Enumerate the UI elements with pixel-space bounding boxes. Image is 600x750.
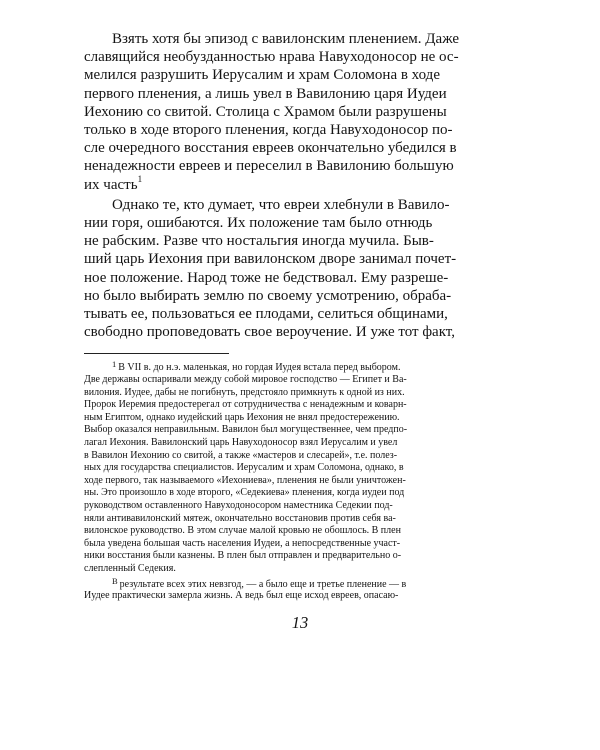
text-line: сле очередного восстания евреев окончательно убедился в: [84, 140, 457, 157]
text-line: мелился разрушить Иерусалим и храм Соломона в ходе: [84, 67, 440, 84]
footnote-line: Иудее практически замерла жизнь. А ведь был еще исход евреев, опасаю-: [84, 590, 399, 602]
text-line: первого пленения, а лишь увел в Вавилонию царя Иудеи: [84, 85, 447, 102]
footnote-line: [112, 361, 400, 375]
footnote-number: В: [112, 575, 118, 586]
footnote-line: ных для государства специалистов. Иерусалим и храм Соломона, однако, в: [84, 462, 404, 474]
footnote-line: ны. Это произошло в ходе второго, «Седекиева» пленения, когда иудеи под: [84, 487, 405, 499]
footnote-line: лагал Иехония. Вавилонский царь Навуходоносор взял Иерусалим и увел: [84, 437, 398, 448]
page-number: 13: [291, 612, 309, 632]
footnote-line: Пророк Иеремия предостерегал от сотрудничества с ненадежным и коварн-: [84, 399, 407, 411]
text-line: славящийся необузданностью нрава Навуходоносор не ос-: [84, 49, 459, 66]
text-line: нии горя, ошибаются. Их положение там было отнюдь: [84, 215, 433, 231]
footnote-line: слепленный Седекия.: [84, 563, 176, 574]
footnote-line: вилонское руководство. В этом случае малой кровью не обошлось. В плен: [84, 525, 401, 537]
footnote-line: в Вавилон Иехонию со свитой, а также «мастеров и слесарей», т.е. полез-: [84, 449, 398, 461]
footnote-line: Выбор оказался неправильным. Вавилон был могущественнее, чем предпо-: [84, 424, 408, 436]
text-line: Иехонию со свитой. Столица с Храмом были разрушены: [84, 103, 447, 120]
text-line: ное положение. Народ тоже не бедствовал. Ему разреше-: [84, 269, 449, 286]
footnote-line: вилония. Иудее, дабы не погибнуть, предстояло примкнуть к одной из них.: [84, 386, 405, 398]
footnote-line: ходе первого, так называемого «Иехониева», пленения не были уничтожен-: [84, 474, 406, 486]
footnote-line: руководством оставленного Навуходоносором наместника Седекии под-: [84, 500, 393, 511]
footnote-number: 1: [112, 359, 117, 370]
text-line: тывать ее, пользоваться ее плодами, селиться общинами,: [84, 306, 448, 322]
footnote-line: ники восстания были казнены. В плен был отправлен и предварительно о-: [84, 550, 402, 562]
text-line: не рабским. Разве что ностальгия иногда мучила. Быв-: [84, 233, 434, 250]
footnote-line: ным Египтом, однако иудейский царь Иехония не внял предостережению.: [84, 411, 400, 423]
footnote-reference[interactable]: 1: [137, 174, 143, 185]
text-line: Взять хотя бы эпизод с вавилонским пленением. Даже: [112, 31, 460, 47]
text-line-last: [84, 176, 142, 194]
footnote-separator: [84, 353, 229, 354]
text-line: ненадежности евреев и переселил в Вавилонию большую: [84, 158, 454, 175]
text-line: свободно проповедовать свое вероучение. И уже тот факт,: [84, 324, 455, 341]
text-fragment: их часть: [84, 176, 138, 193]
text-line: ший царь Иехония при вавилонском дворе занимал почет-: [84, 251, 457, 268]
text-line: только в ходе второго пленения, когда Навуходоносор по-: [84, 122, 453, 138]
text-line: но было выбирать землю по своему усмотрению, обрабa-: [84, 287, 452, 304]
text-fragment: В VII в. до н.э. маленькая, но гордая Иудея встала перед выбором.: [118, 362, 401, 374]
footnote-line: [112, 575, 407, 592]
footnote-line: была уведена большая часть населения Иудеи, а непосредственные участ-: [84, 537, 401, 549]
text-fragment: результате всех этих невзгод, — а было еще и третье пленение — в: [119, 578, 407, 590]
footnote-line: няли антивавилонский мятеж, окончательно восстановив против себя ва-: [84, 512, 396, 524]
footnote-line: Две державы оспаривали между собой мировое господство — Египет и Ва-: [84, 374, 407, 385]
text-line: Однако те, кто думает, что евреи хлебнули в Вавило-: [112, 196, 450, 213]
